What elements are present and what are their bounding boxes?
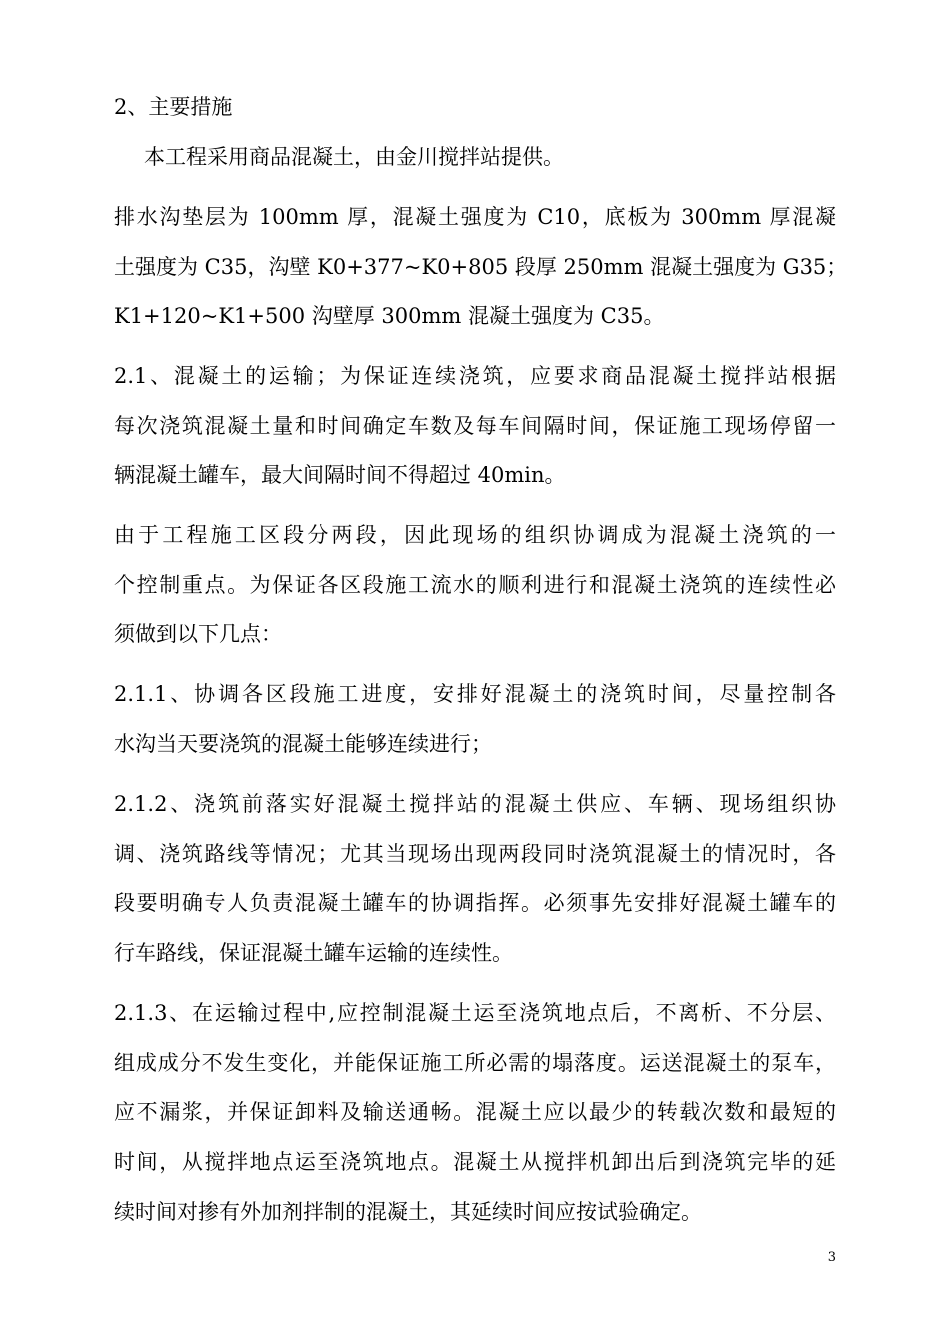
paragraph-line: 2.1.2、浇筑前落实好混凝土搅拌站的混凝土供应、车辆、现场组织协: [114, 792, 836, 816]
paragraph-line: 土强度为 C35，沟壁 K0+377~K0+805 段厚 250mm 混凝土强度为 G35；: [114, 255, 848, 279]
paragraph-line: 本工程采用商品混凝土，由金川搅拌站提供。: [144, 145, 564, 169]
paragraph-line: 调、浇筑路线等情况；尤其当现场出现两段同时浇筑混凝土的情况时，各: [114, 842, 836, 866]
paragraph-line: 行车路线，保证混凝土罐车运输的连续性。: [114, 941, 513, 965]
paragraph-line: 时间，从搅拌地点运至浇筑地点。混凝土从搅拌机卸出后到浇筑完毕的延: [114, 1150, 836, 1174]
paragraph-line: 2.1.1、协调各区段施工进度，安排好混凝土的浇筑时间，尽量控制各: [114, 682, 836, 706]
paragraph-line: 每次浇筑混凝土量和时间确定车数及每车间隔时间，保证施工现场停留一: [114, 414, 836, 438]
page-number: 3: [827, 1250, 836, 1265]
paragraph-line: 2.1、混凝土的运输；为保证连续浇筑，应要求商品混凝土搅拌站根据: [114, 364, 836, 388]
paragraph-line: 排水沟垫层为 100mm 厚，混凝土强度为 C10，底板为 300mm 厚混凝: [114, 205, 836, 229]
paragraph-line: 续时间对掺有外加剂拌制的混凝土，其延续时间应按试验确定。: [114, 1200, 702, 1224]
paragraph-line: 应不漏浆，并保证卸料及输送通畅。混凝土应以最少的转载次数和最短的: [114, 1100, 836, 1124]
paragraph-line: K1+120~K1+500 沟壁厚 300mm 混凝土强度为 C35。: [114, 304, 665, 328]
paragraph-line: 组成成分不发生变化，并能保证施工所必需的塌落度。运送混凝土的泵车，: [114, 1051, 836, 1075]
paragraph-line: 辆混凝土罐车，最大间隔时间不得超过 40min。: [114, 463, 566, 487]
paragraph-line: 水沟当天要浇筑的混凝土能够连续进行；: [114, 732, 492, 756]
paragraph-line: 2.1.3、在运输过程中,应控制混凝土运至浇筑地点后，不离析、不分层、: [114, 1001, 836, 1025]
section-heading: 2、主要措施: [114, 95, 233, 119]
paragraph-line: 由于工程施工区段分两段，因此现场的组织协调成为混凝土浇筑的一: [114, 523, 836, 547]
paragraph-line: 须做到以下几点：: [114, 622, 282, 646]
paragraph-line: 段要明确专人负责混凝土罐车的协调指挥。必须事先安排好混凝土罐车的: [114, 891, 836, 915]
paragraph-line: 个控制重点。为保证各区段施工流水的顺利进行和混凝土浇筑的连续性必: [114, 573, 836, 597]
